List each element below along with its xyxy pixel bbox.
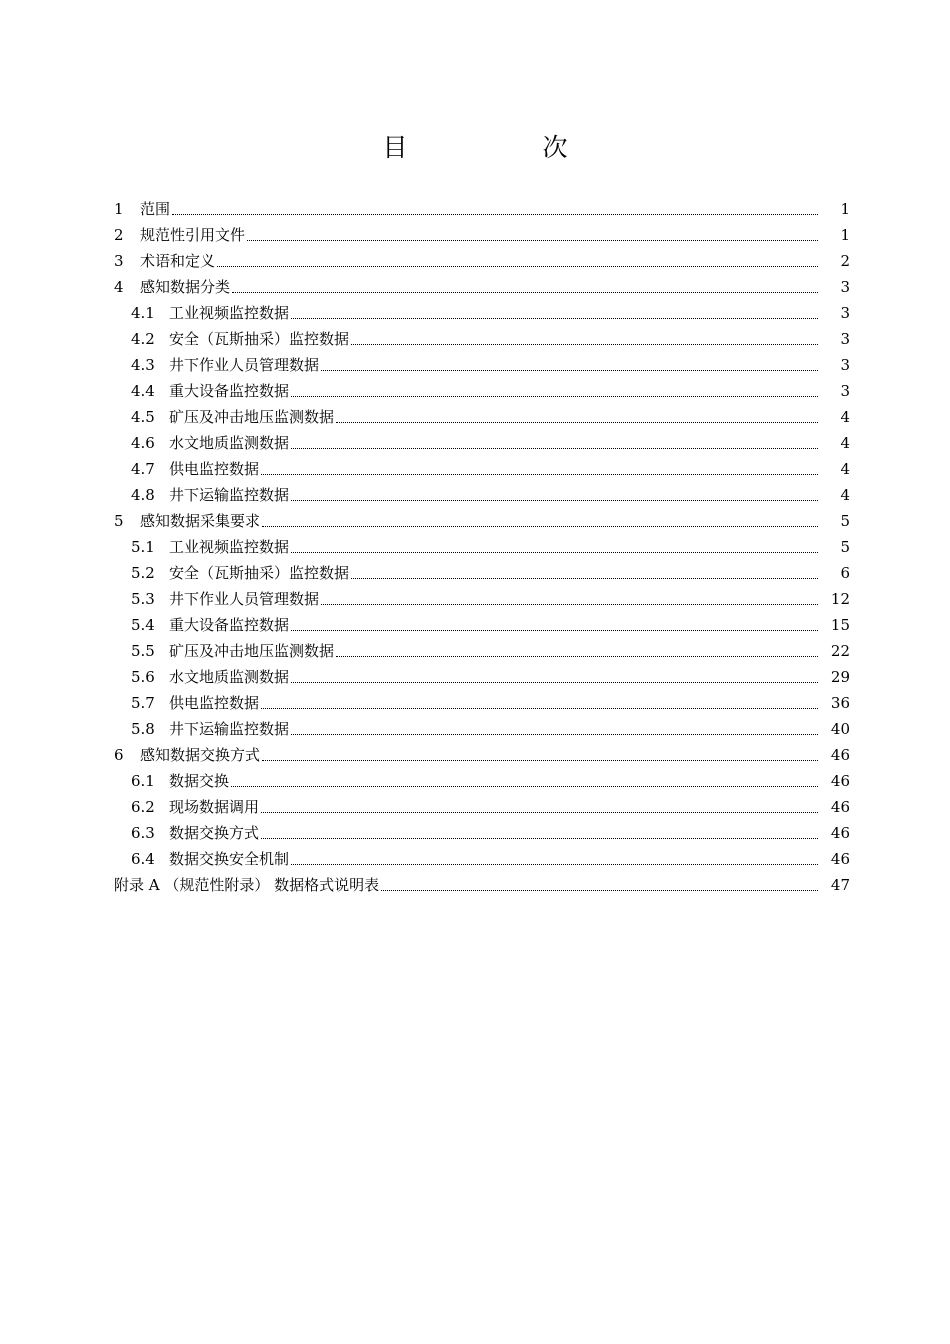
toc-entry-page: 46 — [830, 772, 850, 790]
toc-entry-title: 供电监控数据 — [169, 694, 260, 712]
toc-entry-title: 重大设备监控数据 — [169, 616, 290, 634]
toc-entry-title: 安全（瓦斯抽采）监控数据 — [169, 564, 350, 582]
toc-entry — [0, 456, 950, 482]
toc-entry-title: 矿压及冲击地压监测数据 — [169, 642, 335, 660]
toc-dot-leader — [261, 811, 818, 813]
toc-entry-page: 46 — [830, 798, 850, 816]
toc-entry-title: 重大设备监控数据 — [169, 382, 290, 400]
toc-entry-page: 22 — [830, 642, 850, 660]
toc-entry — [0, 638, 950, 664]
toc-entry — [0, 664, 950, 690]
toc-dot-leader — [261, 837, 818, 839]
toc-dot-leader — [291, 863, 818, 865]
toc-entry-page: 46 — [830, 850, 850, 868]
toc-entry-number: 6.4 — [131, 850, 155, 868]
toc-entry-title: 井下作业人员管理数据 — [169, 590, 320, 608]
toc-entry-link[interactable] — [0, 690, 950, 716]
toc-list — [0, 196, 950, 898]
toc-dot-leader — [217, 265, 818, 267]
toc-entry-title: 供电监控数据 — [169, 460, 260, 478]
toc-entry — [0, 846, 950, 872]
toc-entry-page: 3 — [840, 278, 850, 296]
toc-entry-link[interactable] — [0, 430, 950, 456]
toc-entry — [0, 248, 950, 274]
toc-entry-number: 5.5 — [131, 642, 155, 660]
toc-entry-link[interactable] — [0, 638, 950, 664]
toc-entry-title: 范围 — [140, 200, 171, 218]
toc-dot-leader — [247, 239, 818, 241]
toc-entry — [0, 794, 950, 820]
toc-entry-number: 4.6 — [131, 434, 155, 452]
toc-entry-number: 5.3 — [131, 590, 155, 608]
toc-dot-leader — [262, 525, 818, 527]
toc-entry-page: 6 — [840, 564, 850, 582]
toc-entry — [0, 274, 950, 300]
toc-entry-title: 矿压及冲击地压监测数据 — [169, 408, 335, 426]
toc-entry — [0, 560, 950, 586]
toc-entry-page: 1 — [840, 226, 850, 244]
toc-entry-title: 术语和定义 — [140, 252, 216, 270]
toc-entry — [0, 196, 950, 222]
toc-entry-number: 5.1 — [131, 538, 155, 556]
toc-entry — [0, 586, 950, 612]
toc-entry — [0, 768, 950, 794]
toc-dot-leader — [172, 213, 818, 215]
toc-entry-page: 15 — [830, 616, 850, 634]
toc-dot-leader — [231, 785, 818, 787]
toc-entry — [0, 508, 950, 534]
toc-dot-leader — [291, 447, 818, 449]
toc-entry-page: 12 — [830, 590, 850, 608]
toc-entry-link[interactable] — [0, 586, 950, 612]
toc-entry-page: 4 — [840, 434, 850, 452]
toc-dot-leader — [336, 421, 818, 423]
toc-entry-title: 数据交换安全机制 — [169, 850, 290, 868]
toc-entry — [0, 482, 950, 508]
toc-dot-leader — [232, 291, 818, 293]
toc-entry-title: 工业视频监控数据 — [169, 304, 290, 322]
toc-dot-leader — [291, 317, 818, 319]
toc-entry-page: 36 — [830, 694, 850, 712]
toc-entry-title: 现场数据调用 — [169, 798, 260, 816]
toc-entry — [0, 742, 950, 768]
toc-entry-link[interactable] — [0, 300, 950, 326]
toc-entry-number: 4.4 — [131, 382, 155, 400]
toc-entry-title: 水文地质监测数据 — [169, 668, 290, 686]
toc-dot-leader — [291, 733, 818, 735]
toc-entry-number: 4.5 — [131, 408, 155, 426]
toc-entry — [0, 352, 950, 378]
toc-dot-leader — [261, 473, 818, 475]
toc-entry-link[interactable] — [0, 222, 950, 248]
toc-entry-link[interactable] — [0, 534, 950, 560]
toc-entry-title: 附录 A （规范性附录） 数据格式说明表 — [114, 876, 380, 894]
toc-entry — [0, 404, 950, 430]
toc-entry-page: 29 — [830, 668, 850, 686]
toc-dot-leader — [381, 889, 818, 891]
toc-entry-link[interactable] — [0, 794, 950, 820]
toc-entry-link[interactable] — [0, 404, 950, 430]
toc-entry-number: 4.7 — [131, 460, 155, 478]
toc-entry-number: 1 — [114, 200, 124, 218]
toc-entry-link[interactable] — [0, 716, 950, 742]
toc-entry-number: 3 — [114, 252, 124, 270]
toc-entry-number: 4.8 — [131, 486, 155, 504]
toc-entry-title: 规范性引用文件 — [140, 226, 246, 244]
toc-entry-link[interactable] — [0, 482, 950, 508]
toc-entry-title: 水文地质监测数据 — [169, 434, 290, 452]
toc-entry-title: 安全（瓦斯抽采）监控数据 — [169, 330, 350, 348]
toc-entry-page: 40 — [830, 720, 850, 738]
toc-entry — [0, 872, 950, 898]
toc-entry-title: 井下作业人员管理数据 — [169, 356, 320, 374]
toc-entry-number: 4 — [114, 278, 124, 296]
toc-entry-title: 感知数据交换方式 — [140, 746, 261, 764]
toc-entry-link[interactable] — [0, 456, 950, 482]
toc-entry-page: 47 — [830, 876, 850, 894]
toc-entry-number: 5.8 — [131, 720, 155, 738]
toc-entry-link[interactable] — [0, 872, 950, 898]
toc-entry-number: 4.3 — [131, 356, 155, 374]
toc-entry-link[interactable] — [0, 274, 950, 300]
toc-entry-title: 感知数据分类 — [140, 278, 231, 296]
toc-entry-page: 46 — [830, 746, 850, 764]
toc-entry-title: 工业视频监控数据 — [169, 538, 290, 556]
toc-entry-page: 4 — [840, 408, 850, 426]
toc-dot-leader — [291, 629, 818, 631]
toc-entry-number: 2 — [114, 226, 124, 244]
toc-entry-title: 数据交换 — [169, 772, 230, 790]
toc-entry-number: 4.1 — [131, 304, 155, 322]
toc-dot-leader — [262, 759, 818, 761]
toc-entry-page: 3 — [840, 304, 850, 322]
toc-entry-number: 5.7 — [131, 694, 155, 712]
toc-entry — [0, 430, 950, 456]
toc-entry-link[interactable] — [0, 846, 950, 872]
toc-entry — [0, 820, 950, 846]
toc-entry-link[interactable] — [0, 352, 950, 378]
toc-entry-page: 4 — [840, 460, 850, 478]
toc-entry — [0, 534, 950, 560]
toc-entry-link[interactable] — [0, 196, 950, 222]
toc-entry — [0, 222, 950, 248]
toc-entry — [0, 716, 950, 742]
toc-entry-number: 5.4 — [131, 616, 155, 634]
toc-entry-link[interactable] — [0, 742, 950, 768]
toc-entry-title: 井下运输监控数据 — [169, 486, 290, 504]
toc-entry-page: 4 — [840, 486, 850, 504]
toc-entry — [0, 326, 950, 352]
toc-entry-number: 6.1 — [131, 772, 155, 790]
toc-entry-link[interactable] — [0, 664, 950, 690]
toc-entry — [0, 690, 950, 716]
toc-dot-leader — [291, 499, 818, 501]
toc-entry — [0, 300, 950, 326]
toc-entry-title: 感知数据采集要求 — [140, 512, 261, 530]
toc-entry-page: 46 — [830, 824, 850, 842]
toc-entry-link[interactable] — [0, 768, 950, 794]
toc-dot-leader — [351, 577, 818, 579]
toc-entry-page: 3 — [840, 356, 850, 374]
toc-entry-number: 4.2 — [131, 330, 155, 348]
toc-entry-page: 2 — [840, 252, 850, 270]
toc-entry-number: 6 — [114, 746, 124, 764]
toc-entry-link[interactable] — [0, 326, 950, 352]
toc-entry-page: 1 — [840, 200, 850, 218]
toc-dot-leader — [291, 551, 818, 553]
toc-dot-leader — [336, 655, 818, 657]
toc-entry-link[interactable] — [0, 508, 950, 534]
toc-dot-leader — [261, 707, 818, 709]
toc-entry-number: 5 — [114, 512, 124, 530]
toc-dot-leader — [291, 681, 818, 683]
toc-entry-link[interactable] — [0, 248, 950, 274]
toc-dot-leader — [321, 369, 818, 371]
toc-dot-leader — [291, 395, 818, 397]
toc-entry-title: 井下运输监控数据 — [169, 720, 290, 738]
toc-entry-link[interactable] — [0, 820, 950, 846]
toc-dot-leader — [321, 603, 818, 605]
toc-entry — [0, 612, 950, 638]
toc-entry-page: 3 — [840, 330, 850, 348]
toc-entry-number: 6.3 — [131, 824, 155, 842]
toc-entry-number: 6.2 — [131, 798, 155, 816]
toc-entry-link[interactable] — [0, 560, 950, 586]
toc-entry-link[interactable] — [0, 378, 950, 404]
toc-entry — [0, 378, 950, 404]
toc-entry-page: 5 — [840, 538, 850, 556]
toc-entry-title: 数据交换方式 — [169, 824, 260, 842]
toc-entry-link[interactable] — [0, 612, 950, 638]
toc-entry-page: 5 — [840, 512, 850, 530]
toc-entry-number: 5.2 — [131, 564, 155, 582]
toc-entry-page: 3 — [840, 382, 850, 400]
toc-title: 目 次 — [382, 133, 623, 162]
toc-dot-leader — [351, 343, 818, 345]
toc-entry-number: 5.6 — [131, 668, 155, 686]
